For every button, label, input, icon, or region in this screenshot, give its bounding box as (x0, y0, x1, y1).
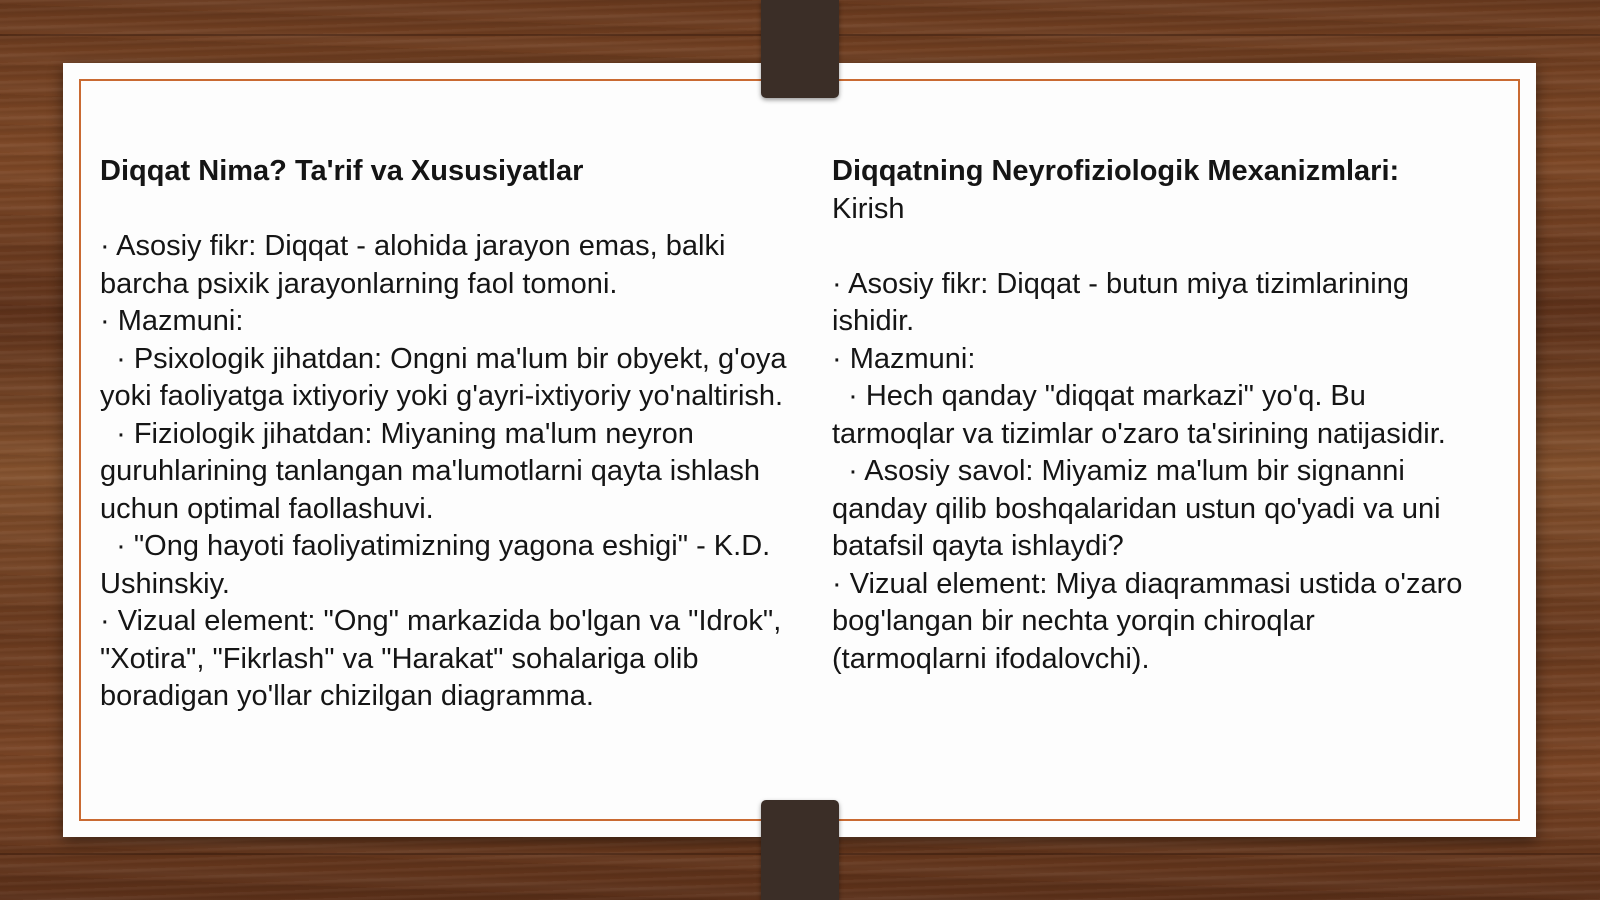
right-line-no-center: · Hech qanday "diqqat markazi" yo'q. Bu tarmoqlar va tizimlar o'zaro ta'sirining natijasidir. (832, 380, 1446, 450)
right-line-visual-element: · Vizual element: Miya diaqrammasi ustida o'zaro bog'langan bir nechta yorqin chiroqlar (tarmoqlarni ifodalovchi). (832, 567, 1471, 675)
left-column-title: Diqqat Nima? Ta'rif va Xususiyatlar (100, 155, 584, 187)
left-line-content-heading: · Mazmuni: (100, 305, 244, 337)
right-line-main-idea: · Asosiy fikr: Diqqat - butun miya tizimlarining ishidir. (832, 267, 1418, 337)
top-binder-clip (761, 0, 839, 98)
left-line-quote: · "Ong hayoti faoliyatimizning yagona eshigi" - K.D. Ushinskiy. (100, 530, 779, 600)
right-column (832, 153, 1472, 678)
right-line-content-heading: · Mazmuni: (832, 342, 976, 375)
bottom-binder-clip (761, 800, 839, 900)
right-column-title: Diqqatning Neyrofiziologik Mexanizmlari: (832, 155, 1400, 187)
left-line-main-idea: · Asosiy fikr: Diqqat - alohida jarayon emas, balki barcha psixik jarayonlarning faol tomoni. (100, 230, 734, 300)
right-column-subtitle: Kirish (832, 192, 905, 225)
left-line-visual-element: · Vizual element: "Ong" markazida bo'lgan va "Idrok", "Xotira", "Fikrlash" va "Harakat" sohalariga olib boradigan yo'llar chizilgan diagramma. (100, 605, 790, 712)
spacer (100, 191, 805, 229)
left-column (100, 153, 805, 716)
spacer (832, 228, 1472, 266)
right-line-key-question: · Asosiy savol: Miyamiz ma'lum bir signanni qanday qilib boshqalaridan ustun qo'yadi va uni batafsil qayta ishlaydi? (832, 455, 1449, 562)
left-line-physiological: · Fiziologik jihatdan: Miyaning ma'lum neyron guruhlarining tanlangan ma'lumotlarni qayta ishlash uchun optimal faollashuvi. (100, 417, 769, 525)
left-line-psychological: · Psixologik jihatdan: Ongni ma'lum bir obyekt, g'oya yoki faoliyatga ixtiyoriy yoki g'ayri-ixtiyoriy yo'naltirish. (100, 342, 795, 412)
